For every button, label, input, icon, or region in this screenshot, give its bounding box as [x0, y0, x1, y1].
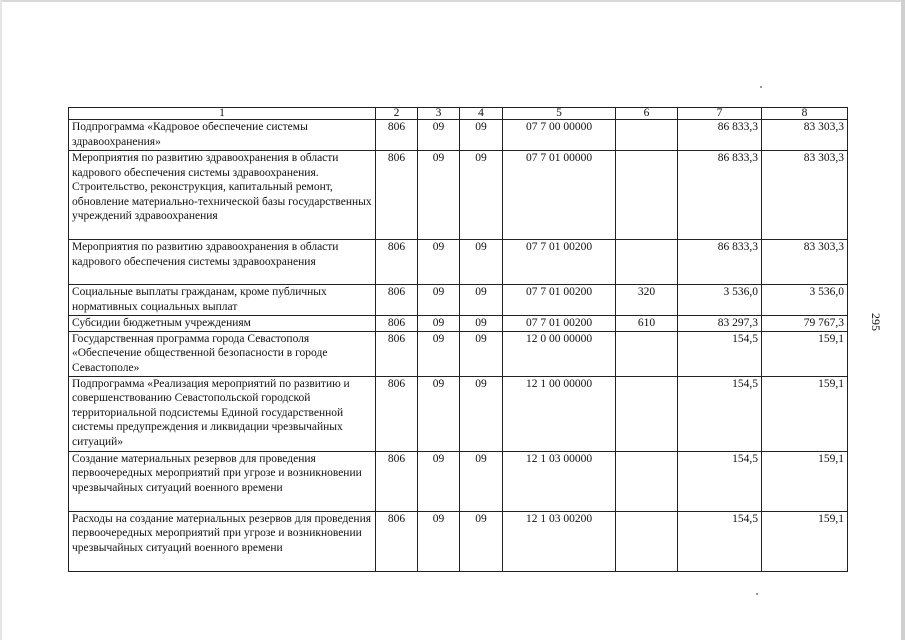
target-article-code: 12 1 03 00000 — [503, 451, 616, 511]
expense-type-code — [616, 511, 678, 571]
table-header — [69, 108, 848, 120]
subsection-code: 09 — [460, 285, 503, 316]
table-row — [69, 331, 848, 376]
subsection-code: 09 — [460, 331, 503, 376]
row-name: Государственная программа города Севастополя «Обеспечение общественной безопасности в городе Севастополе» — [69, 331, 376, 376]
table-row — [69, 376, 848, 451]
amount-year-1: 86 833,3 — [678, 240, 762, 285]
target-article-code: 12 1 00 00000 — [503, 376, 616, 451]
amount-year-2: 83 303,3 — [762, 120, 848, 151]
table-row — [69, 511, 848, 571]
header-cell-6: 6 — [616, 108, 678, 120]
amount-year-2: 83 303,3 — [762, 151, 848, 240]
table-body — [69, 120, 848, 572]
table-row — [69, 285, 848, 316]
target-article-code: 07 7 00 00000 — [503, 120, 616, 151]
expense-type-code — [616, 151, 678, 240]
expense-type-code — [616, 376, 678, 451]
amount-year-1: 154,5 — [678, 376, 762, 451]
amount-year-1: 86 833,3 — [678, 151, 762, 240]
subsection-code: 09 — [460, 240, 503, 285]
row-name: Подпрограмма «Кадровое обеспечение системы здравоохранения» — [69, 120, 376, 151]
amount-year-1: 154,5 — [678, 511, 762, 571]
expense-type-code — [616, 240, 678, 285]
section-code: 09 — [418, 120, 460, 151]
header-cell-4: 4 — [460, 108, 503, 120]
ministry-code: 806 — [376, 331, 418, 376]
section-code: 09 — [418, 151, 460, 240]
target-article-code: 07 7 01 00200 — [503, 240, 616, 285]
header-row — [69, 108, 848, 120]
row-name: Подпрограмма «Реализация мероприятий по развитию и совершенствованию Севастопольской городской территориальной подсистемы Единой государственной системы предупреждения и ликвидации чрезвычайных ситуаций» — [69, 376, 376, 451]
target-article-code: 07 7 01 00000 — [503, 151, 616, 240]
expense-type-code: 320 — [616, 285, 678, 316]
amount-year-1: 154,5 — [678, 331, 762, 376]
target-article-code: 12 0 00 00000 — [503, 331, 616, 376]
subsection-code: 09 — [460, 451, 503, 511]
section-code: 09 — [418, 285, 460, 316]
ministry-code: 806 — [376, 316, 418, 332]
expense-type-code — [616, 120, 678, 151]
row-name: Создание материальных резервов для проведения первоочередных мероприятий при угрозе и возникновении чрезвычайных ситуаций военного времени — [69, 451, 376, 511]
row-name: Субсидии бюджетным учреждениям — [69, 316, 376, 332]
ministry-code: 806 — [376, 151, 418, 240]
target-article-code: 07 7 01 00200 — [503, 285, 616, 316]
section-code: 09 — [418, 240, 460, 285]
row-name: Мероприятия по развитию здравоохранения в области кадрового обеспечения системы здравоохранения. Строительство, реконструкция, капитальный ремонт, обновление материально-технической базы государственных учреждений здравоохранения — [69, 151, 376, 240]
row-name: Социальные выплаты гражданам, кроме публичных нормативных социальных выплат — [69, 285, 376, 316]
amount-year-2: 159,1 — [762, 451, 848, 511]
amount-year-1: 83 297,3 — [678, 316, 762, 332]
section-code: 09 — [418, 316, 460, 332]
subsection-code: 09 — [460, 511, 503, 571]
section-code: 09 — [418, 511, 460, 571]
page-number: 295 — [869, 313, 883, 331]
amount-year-2: 159,1 — [762, 331, 848, 376]
table-row — [69, 451, 848, 511]
expense-type-code: 610 — [616, 316, 678, 332]
target-article-code: 12 1 03 00200 — [503, 511, 616, 571]
ministry-code: 806 — [376, 120, 418, 151]
amount-year-1: 3 536,0 — [678, 285, 762, 316]
section-code: 09 — [418, 451, 460, 511]
ministry-code: 806 — [376, 451, 418, 511]
subsection-code: 09 — [460, 151, 503, 240]
ministry-code: 806 — [376, 511, 418, 571]
scan-edge-top — [0, 0, 905, 2]
amount-year-1: 154,5 — [678, 451, 762, 511]
row-name: Мероприятия по развитию здравоохранения в области кадрового обеспечения системы здравоохранения — [69, 240, 376, 285]
row-name: Расходы на создание материальных резервов для проведения первоочередных мероприятий при угрозе и возникновении чрезвычайных ситуаций военного времени — [69, 511, 376, 571]
table-row — [69, 240, 848, 285]
section-code: 09 — [418, 376, 460, 451]
amount-year-2: 79 767,3 — [762, 316, 848, 332]
subsection-code: 09 — [460, 316, 503, 332]
header-cell-1: 1 — [69, 108, 376, 120]
header-cell-5: 5 — [503, 108, 616, 120]
scan-edge-right — [901, 0, 905, 640]
amount-year-2: 159,1 — [762, 376, 848, 451]
table-row — [69, 316, 848, 332]
scan-speck — [760, 86, 762, 88]
ministry-code: 806 — [376, 285, 418, 316]
subsection-code: 09 — [460, 120, 503, 151]
amount-year-2: 3 536,0 — [762, 285, 848, 316]
amount-year-1: 86 833,3 — [678, 120, 762, 151]
header-cell-2: 2 — [376, 108, 418, 120]
header-cell-8: 8 — [762, 108, 848, 120]
amount-year-2: 83 303,3 — [762, 240, 848, 285]
scan-speck — [756, 593, 758, 595]
section-code: 09 — [418, 331, 460, 376]
subsection-code: 09 — [460, 376, 503, 451]
budget-table — [68, 107, 848, 572]
expense-type-code — [616, 451, 678, 511]
table-row — [69, 151, 848, 240]
amount-year-2: 159,1 — [762, 511, 848, 571]
ministry-code: 806 — [376, 240, 418, 285]
ministry-code: 806 — [376, 376, 418, 451]
scan-edge-left — [0, 0, 2, 640]
expense-type-code — [616, 331, 678, 376]
header-cell-7: 7 — [678, 108, 762, 120]
header-cell-3: 3 — [418, 108, 460, 120]
table-row — [69, 120, 848, 151]
target-article-code: 07 7 01 00200 — [503, 316, 616, 332]
